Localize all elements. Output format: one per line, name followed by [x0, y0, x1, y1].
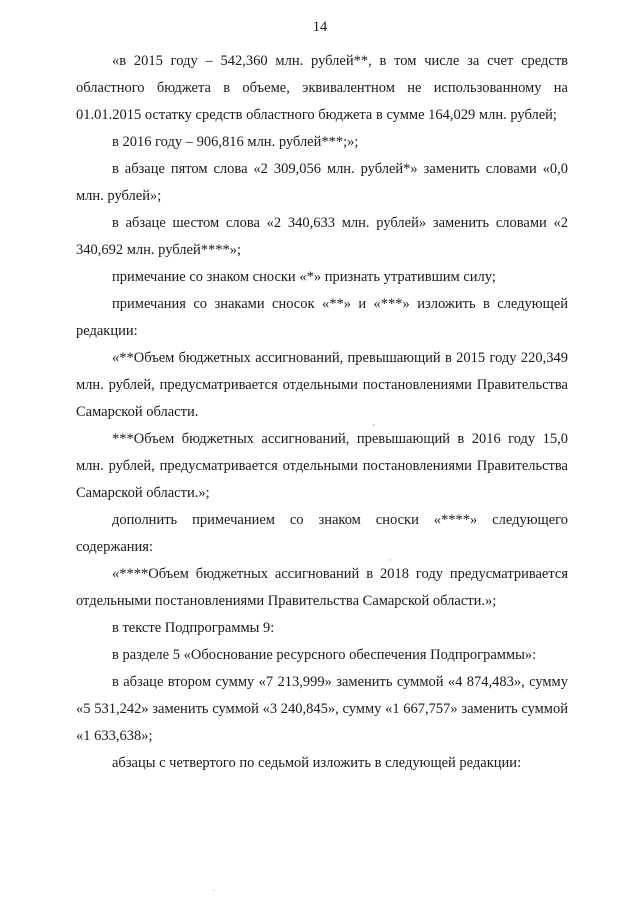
page-number: 14	[312, 19, 328, 35]
paragraph-13: в абзаце втором сумму «7 213,999» заменить суммой «4 874,483», сумму «5 531,242» заменить суммой «3 240,845», сумму «1 667,757» заменить суммой «1 633,638»;	[76, 674, 568, 744]
paragraph-4: в абзаце шестом слова «2 340,633 млн. рублей» заменить словами «2 340,692 млн. рублей****»;	[76, 215, 568, 258]
paragraph-5: примечание со знаком сноски «*» признать утратившим силу;	[112, 269, 496, 285]
paragraph-8: ***Объем бюджетных ассигнований, превышающий в 2016 году 15,0 млн. рублей, предусматривается отдельными постановлениями Правительства Самарской области.»;	[76, 431, 568, 501]
paragraph-9: дополнить примечанием со знаком сноски «****» следующего содержания:	[76, 512, 568, 555]
paragraph-2: в 2016 году – 906,816 млн. рублей***;»;	[112, 134, 359, 150]
paragraph-12: в разделе 5 «Обоснование ресурсного обеспечения Подпрограммы»:	[112, 647, 537, 663]
paragraph-10: «****Объем бюджетных ассигнований в 2018 году предусматривается отдельными постановлениями Правительства Самарской области.»;	[76, 566, 568, 609]
paragraph-14: абзацы с четвертого по седьмой изложить в следующей редакции:	[112, 755, 522, 771]
document-body	[76, 48, 568, 777]
paragraph-1: «в 2015 году – 542,360 млн. рублей**, в том числе за счет средств областного бюджета в объеме, эквивалентном не использованному на 01.01.2015 остатку средств областного бюджета в сумме 164,029 млн. рублей;	[76, 53, 568, 123]
paragraph-7: «**Объем бюджетных ассигнований, превышающий в 2015 году 220,349 млн. рублей, предусматривается отдельными постановлениями Правительства Самарской области.	[76, 350, 568, 420]
paragraph-11: в тексте Подпрограммы 9:	[112, 620, 275, 636]
paragraph-6: примечания со знаками сносок «**» и «***» изложить в следующей редакции:	[76, 296, 568, 339]
paragraph-3: в абзаце пятом слова «2 309,056 млн. рублей*» заменить словами «0,0 млн. рублей»;	[76, 161, 568, 204]
